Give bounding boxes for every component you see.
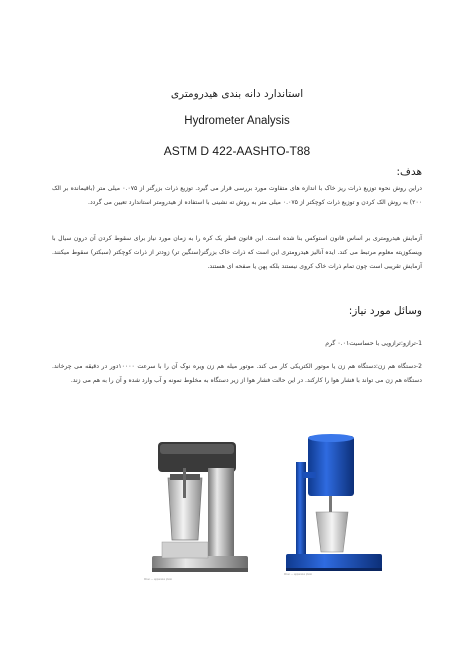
mixer-illustration-right [280,432,410,577]
figure-caption-right: Mixer — apparatus photo [284,573,313,576]
standard-code: ASTM D 422-AASHTO-T88 [163,144,311,158]
goal-heading: هدف: [396,166,422,178]
equipment-item-scale: 1-ترازو:ترازویی با حساسیت۰.۰۱ گرم [325,340,422,347]
persian-title: استاندارد دانه بندی هیدرومتری [170,88,304,100]
figure-caption-left: Mixer — apparatus photo [144,578,173,581]
equipment-heading: وسائل مورد نیاز: [348,305,422,317]
goal-paragraph-1: دراین روش نحوه توزیع ذرات ریز خاک با اندازه های متفاوت مورد بررسی قرار می گیرد. توزیع ذرات بزرگتر از ۰.۰۷۵ میلی متر (باقیمانده بر الک ۲۰۰) به روش الک کردن و توزیع ذرات کوچکتر از ۰.۰۷۵ میلی متر به روش ته نشینی با استفاده از هیدرومتر استاندارد تعیین می گردد. [52,185,423,206]
mixer-photo-right [280,432,410,577]
equipment-item-mixer: 2-دستگاه هم زن:دستگاه هم زن یا موتور الکتریکی کار می کند. موتور میله هم زن ویره نوک آن را با سرعت ۱۰۰۰۰دور در دقیقه می چرخاند. دستگاه هم زن می تواند با فشار هوا را کارکند. در این حالت فشار هوا از زیر دستگاه به مخلوط نمونه و آب وارد شده و آن را به هم می زند. [52,363,422,384]
mixer-photo-left [140,438,270,583]
goal-paragraph-2: آزمایش هیدرومتری بر اساس قانون استوکس بنا شده است. این قانون قطر یک کره را به زمان مورد نیاز برای سقوط کردن آن درون سیال با ویسکوزیته معلوم مرتبط می کند. ایده آنالیز هیدرومتری این است که ذرات خاک بزرگتر(سنگین تر) زودتر از ذرات کوچکتر (سبکتر) سقوط میکنند. آزمایش تقریبی است چون تمام ذرات خاک کروی نیستند بلکه پهن یا صفحه ای هستند. [52,235,422,270]
english-title: Hydrometer Analysis [184,115,290,127]
mixer-illustration-left [140,438,270,583]
